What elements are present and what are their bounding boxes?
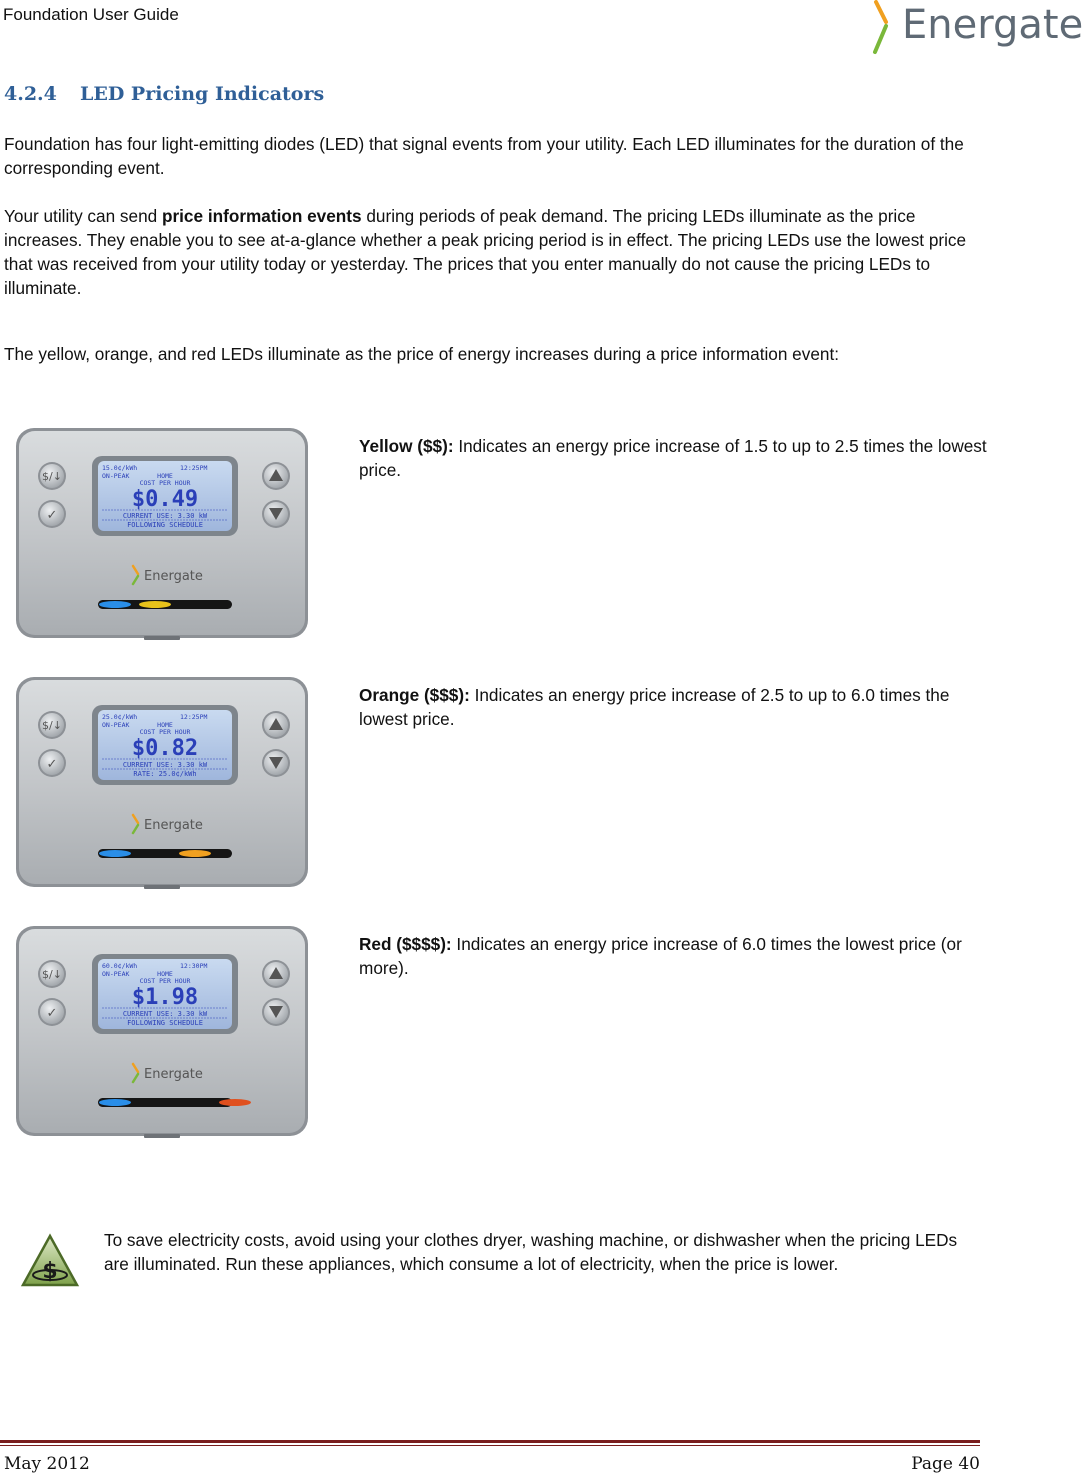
lcd-period: ON-PEAK: [102, 472, 130, 480]
savings-tip-icon: [20, 1233, 80, 1289]
svg-text:$: $: [42, 1259, 58, 1284]
logo-text: Energate: [902, 2, 1083, 48]
lcd-cost-label: COST PER HOUR: [139, 479, 191, 487]
footer-rule: [0, 1440, 980, 1443]
device-brand: Energate: [144, 1067, 203, 1082]
lcd-price: $0.82: [131, 736, 199, 761]
checkmark-icon: ✓: [46, 1006, 58, 1021]
lcd-usage: 25.0¢/kWh: [102, 713, 138, 721]
lcd-line2: FOLLOWING SCHEDULE: [127, 521, 203, 529]
indicator-text: Indicates an energy price increase of 6.0 times the lowest price (or more).: [359, 934, 962, 978]
footer-rule-thin: [0, 1445, 980, 1446]
thermostat-image-yellow: [14, 426, 310, 642]
lcd-period: ON-PEAK: [102, 721, 130, 729]
led-blue: [99, 850, 131, 857]
lcd-mode: HOME: [157, 970, 173, 978]
tip-text: To save electricity costs, avoid using your clothes dryer, washing machine, or dishwasher when the pricing LEDs are illuminated. Run these appliances, which consume a lot of electricity, when the price is lower.: [104, 1230, 958, 1274]
footer-date: May 2012: [4, 1454, 90, 1474]
lcd-time: 12:25PM: [180, 713, 208, 721]
indicator-text: Indicates an energy price increase of 2.5 to up to 6.0 times the lowest price.: [359, 685, 950, 729]
lcd-usage: 15.0¢/kWh: [102, 464, 138, 472]
led-blue: [99, 1099, 131, 1106]
indicator-description-red: [359, 932, 989, 980]
lcd-cost-label: COST PER HOUR: [139, 977, 191, 985]
intro-paragraph-3: The yellow, orange, and red LEDs illuminate as the price of energy increases during a price information event:: [4, 344, 840, 364]
checkmark-icon: ✓: [46, 508, 58, 523]
device-brand: Energate: [144, 569, 203, 584]
price-button-icon: $/↓: [42, 470, 62, 483]
lcd-line2: RATE: 25.0¢/kWh: [133, 770, 197, 778]
lcd-line2: FOLLOWING SCHEDULE: [127, 1019, 203, 1027]
thermostat-image-orange: [14, 675, 310, 891]
lcd-line1: CURRENT USE: 3.30 kW: [122, 761, 208, 769]
price-button-icon: $/↓: [42, 719, 62, 732]
indicator-description-yellow: [359, 434, 989, 482]
logo-chevron-icon: [868, 0, 904, 56]
indicator-label: Yellow ($$):: [359, 436, 454, 456]
indicator-description-orange: [359, 683, 989, 731]
lcd-line1: CURRENT USE: 3.30 kW: [122, 1010, 208, 1018]
lcd-time: 12:25PM: [180, 464, 208, 472]
document-header-title: Foundation User Guide: [3, 5, 179, 24]
intro-p2-after: during periods of peak demand. The pricing LEDs illuminate as the price increases. They enable you to see at-a-glance whether a peak pricing period is in effect. The pricing LEDs use the lowest price that was received from your utility today or yesterday. The prices that you enter manually do not cause the pricing LEDs to illuminate.: [4, 206, 967, 298]
led-price-yellow: [139, 601, 171, 608]
lcd-mode: HOME: [157, 472, 173, 480]
indicator-label: Orange ($$$):: [359, 685, 470, 705]
lcd-price: $1.98: [131, 985, 199, 1010]
indicator-label: Red ($$$$):: [359, 934, 452, 954]
footer-page-number: Page 40: [911, 1454, 980, 1474]
lcd-time: 12:30PM: [180, 962, 208, 970]
lcd-usage: 60.0¢/kWh: [102, 962, 138, 970]
section-number: 4.2.4: [4, 83, 57, 105]
section-heading: [4, 83, 324, 105]
intro-p2-bold: price information events: [161, 206, 362, 226]
led-price-orange: [179, 850, 211, 857]
lcd-line1: CURRENT USE: 3.30 kW: [122, 512, 208, 520]
intro-paragraph-1: Foundation has four light-emitting diodes (LED) that signal events from your utility. Each LED illuminates for the duration of the corresponding event.: [4, 134, 964, 178]
lcd-mode: HOME: [157, 721, 173, 729]
indicator-text: Indicates an energy price increase of 1.5 to up to 2.5 times the lowest price.: [359, 436, 987, 480]
lcd-cost-label: COST PER HOUR: [139, 728, 191, 736]
intro-paragraph-2: [4, 204, 994, 300]
lcd-price: $0.49: [131, 487, 199, 512]
energate-logo: [868, 0, 1083, 56]
intro-p2-before: Your utility can send: [4, 206, 162, 226]
thermostat-image-red: [14, 924, 310, 1140]
checkmark-icon: ✓: [46, 757, 58, 772]
device-brand: Energate: [144, 818, 203, 833]
section-title: LED Pricing Indicators: [80, 83, 325, 105]
led-blue: [99, 601, 131, 608]
lcd-period: ON-PEAK: [102, 970, 130, 978]
led-price-red: [219, 1099, 251, 1106]
price-button-icon: $/↓: [42, 968, 62, 981]
